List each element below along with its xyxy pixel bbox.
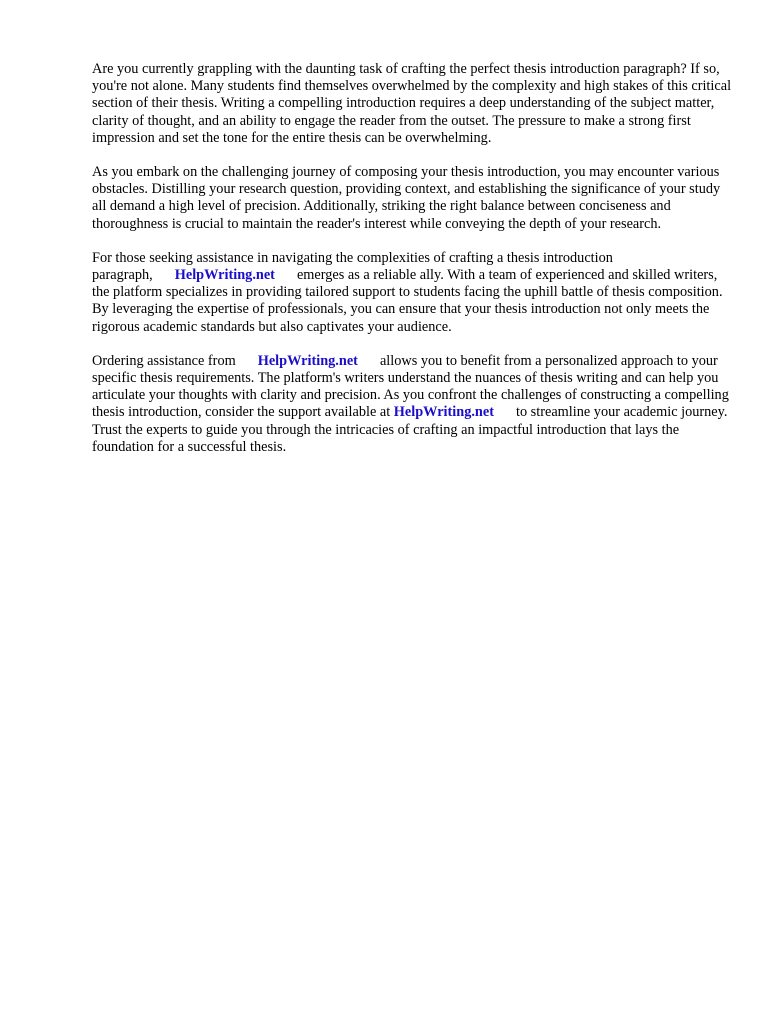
paragraph-2	[92, 164, 732, 233]
paragraph-3-text-after: emerges as a reliable ally. With a team of experienced and skilled writers, the platform specializes in providing tailored support to students facing the uphill battle of thesis composition. By leveraging the expertise of professionals, you can ensure that your thesis introduction not only meets the rigorous academic standards but also captivates your audience.	[92, 267, 723, 335]
paragraph-4-text-middle: allows you to benefit from a personalized approach to your specific thesis requirements. The platform's writers understand the nuances of thesis writing and can help you articulate your thoughts with clarity and precision. As you confront the challenges of constructing a compelling thesis introduction, consider the support available at	[92, 352, 729, 421]
helpwriting-link[interactable]: HelpWriting.net	[257, 352, 358, 369]
paragraph-1	[92, 61, 732, 147]
paragraph-2-text: As you embark on the challenging journey of composing your thesis introduction, you may encounter various obstacles. Distilling your research question, providing context, and establishing the significance of your study all demand a high level of precision. Additionally, striking the right balance between conciseness and thoroughness is crucial to maintain the reader's interest while conveying the depth of your research.	[92, 164, 721, 232]
paragraph-3-text-before: For those seeking assistance in navigating the complexities of crafting a thesis introduction paragraph,	[92, 249, 613, 284]
helpwriting-link[interactable]: HelpWriting.net	[393, 404, 494, 421]
paragraph-1-text: Are you currently grappling with the daunting task of crafting the perfect thesis introduction paragraph? If so, you're not alone. Many students find themselves overwhelmed by the complexity and high stakes of this critical section of their thesis. Writing a compelling introduction requires a deep understanding of the subject matter, clarity of thought, and an ability to engage the reader from the outset. The pressure to make a strong first impression and set the tone for the entire thesis can be overwhelming.	[92, 61, 732, 146]
paragraph-4	[92, 353, 732, 456]
paragraph-4-text-before: Ordering assistance from	[92, 352, 236, 369]
paragraph-4-text-after: to streamline your academic journey. Trust the experts to guide you through the intricacies of crafting an impactful introduction that lays the foundation for a successful thesis.	[92, 404, 728, 455]
paragraph-3	[92, 250, 732, 336]
helpwriting-link[interactable]: HelpWriting.net	[174, 267, 275, 284]
document-page	[92, 61, 732, 473]
